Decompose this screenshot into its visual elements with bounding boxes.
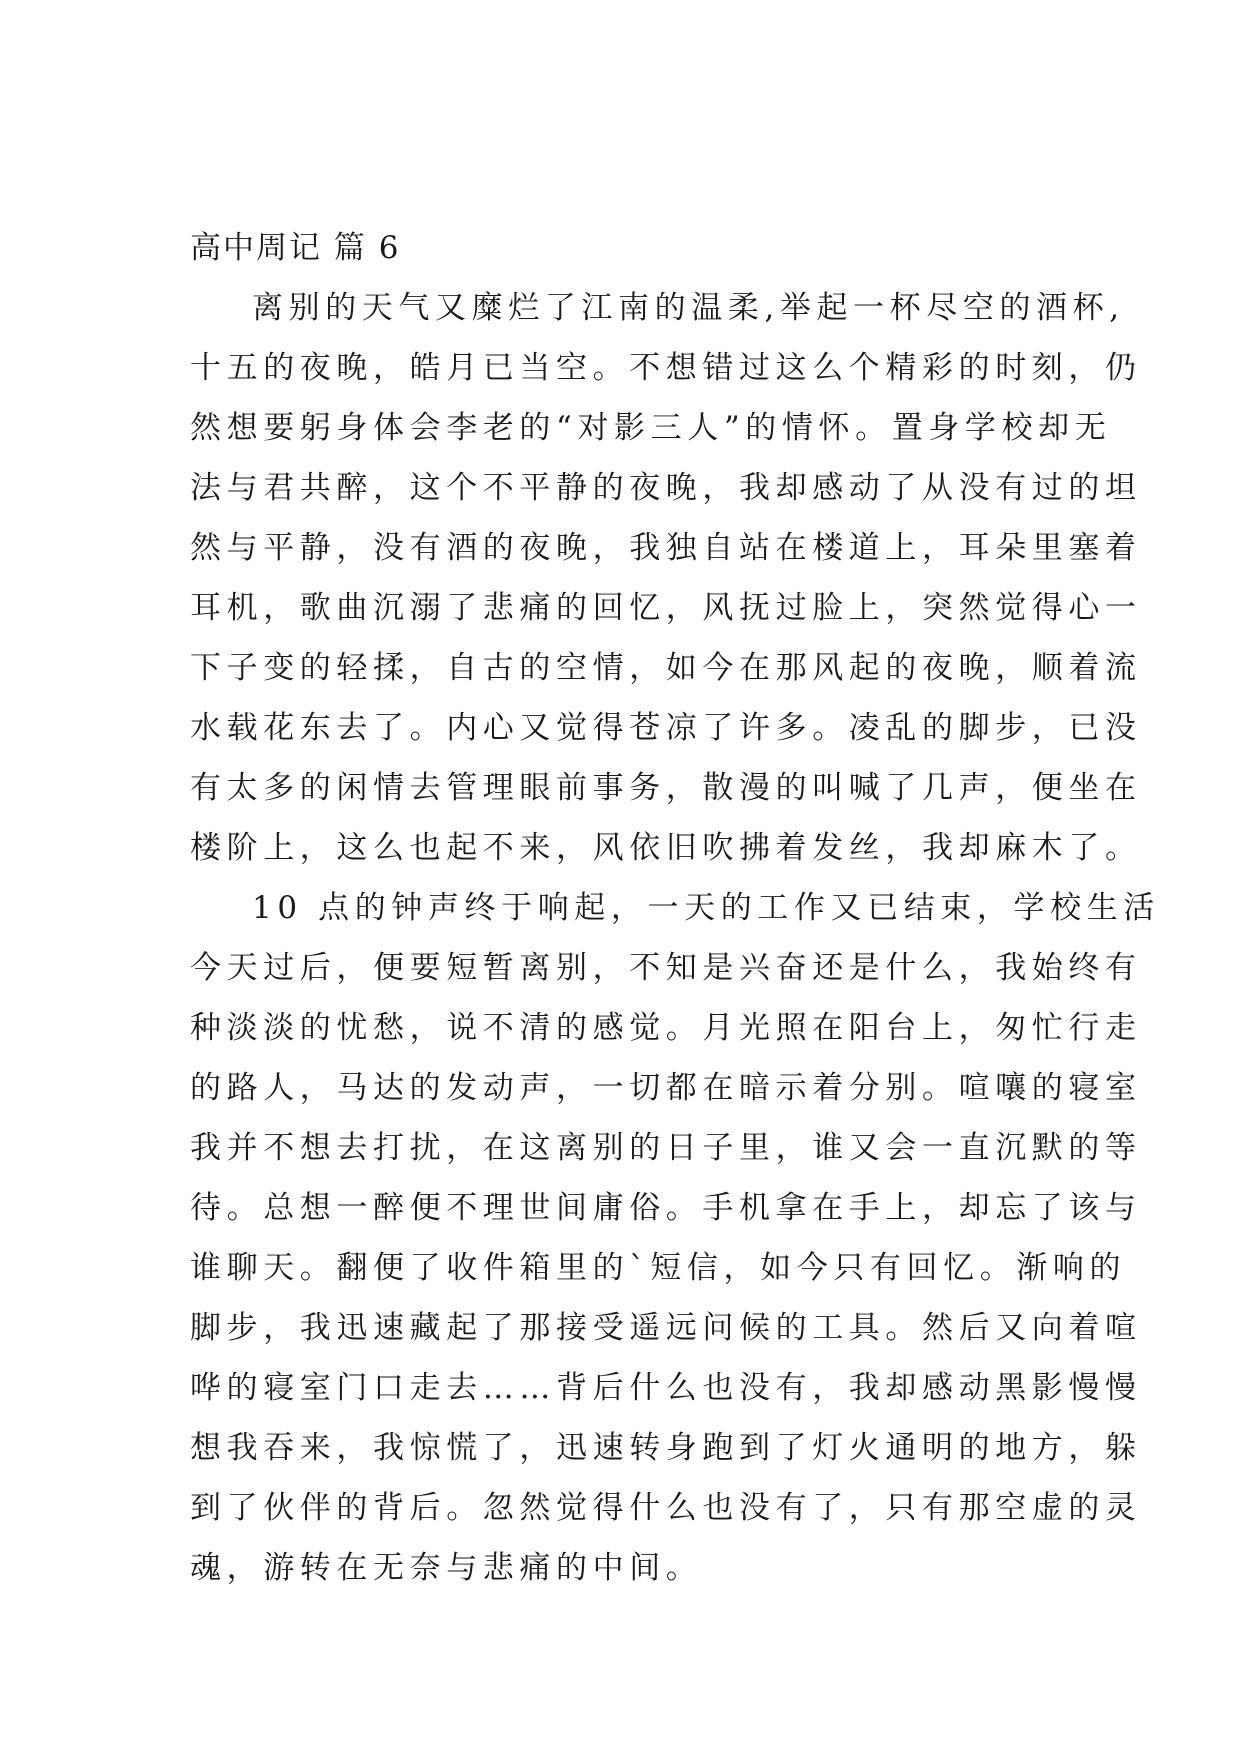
paragraph-line: 魂，游转在无奈与悲痛的中间。 <box>190 1550 703 1586</box>
paragraph-2 <box>190 878 1160 1598</box>
paragraph-line: 下子变的轻揉，自古的空情，如今在那风起的夜晚，顺着流 <box>190 650 1142 686</box>
paragraph-line: 想我吞来，我惊慌了，迅速转身跑到了灯火通明的地方，躲 <box>190 1430 1142 1466</box>
paragraph-line: 离别的天气又糜烂了江南的温柔,举起一杯尽空的酒杯, <box>252 290 1125 326</box>
paragraph-line: 然与平静，没有酒的夜晚，我独自站在楼道上，耳朵里塞着 <box>190 530 1142 566</box>
paragraph-line: 我并不想去打扰，在这离别的日子里，谁又会一直沉默的等 <box>190 1130 1142 1166</box>
paragraph-line: 谁聊天。翻便了收件箱里的`短信，如今只有回忆。渐响的 <box>190 1250 1127 1286</box>
document-title: 高中周记 篇 6 <box>190 230 401 266</box>
paragraph-1 <box>190 278 1142 878</box>
paragraph-line: 10 点的钟声终于响起，一天的工作又已结束，学校生活 <box>252 890 1160 926</box>
paragraph-line: 楼阶上，这么也起不来，风依旧吹拂着发丝，我却麻木了。 <box>190 830 1142 866</box>
paragraph-line: 水载花东去了。内心又觉得苍凉了许多。凌乱的脚步，已没 <box>190 710 1142 746</box>
paragraph-line: 哗的寝室门口走去……背后什么也没有，我却感动黑影慢慢 <box>190 1370 1142 1406</box>
paragraph-line: 种淡淡的忧愁，说不清的感觉。月光照在阳台上，匆忙行走 <box>190 1010 1142 1046</box>
paragraph-line: 脚步，我迅速藏起了那接受遥远问候的工具。然后又向着喧 <box>190 1310 1142 1346</box>
paragraph-line: 法与君共醉，这个不平静的夜晚，我却感动了从没有过的坦 <box>190 470 1142 506</box>
paragraph-line: 有太多的闲情去管理眼前事务，散漫的叫喊了几声，便坐在 <box>190 770 1142 806</box>
paragraph-line: 十五的夜晚，皓月已当空。不想错过这么个精彩的时刻，仍 <box>190 350 1142 386</box>
paragraph-line: 然想要躬身体会李老的“对影三人”的情怀。置身学校却无 <box>190 410 1112 446</box>
document-body <box>190 218 1160 1598</box>
paragraph-line: 的路人，马达的发动声，一切都在暗示着分别。喧嚷的寝室 <box>190 1070 1142 1106</box>
paragraph-line: 今天过后，便要短暂离别，不知是兴奋还是什么，我始终有 <box>190 950 1142 986</box>
paragraph-line: 到了伙伴的背后。忽然觉得什么也没有了，只有那空虚的灵 <box>190 1490 1142 1526</box>
paragraph-line: 耳机，歌曲沉溺了悲痛的回忆，风抚过脸上，突然觉得心一 <box>190 590 1142 626</box>
paragraph-line: 待。总想一醉便不理世间庸俗。手机拿在手上，却忘了该与 <box>190 1190 1142 1226</box>
